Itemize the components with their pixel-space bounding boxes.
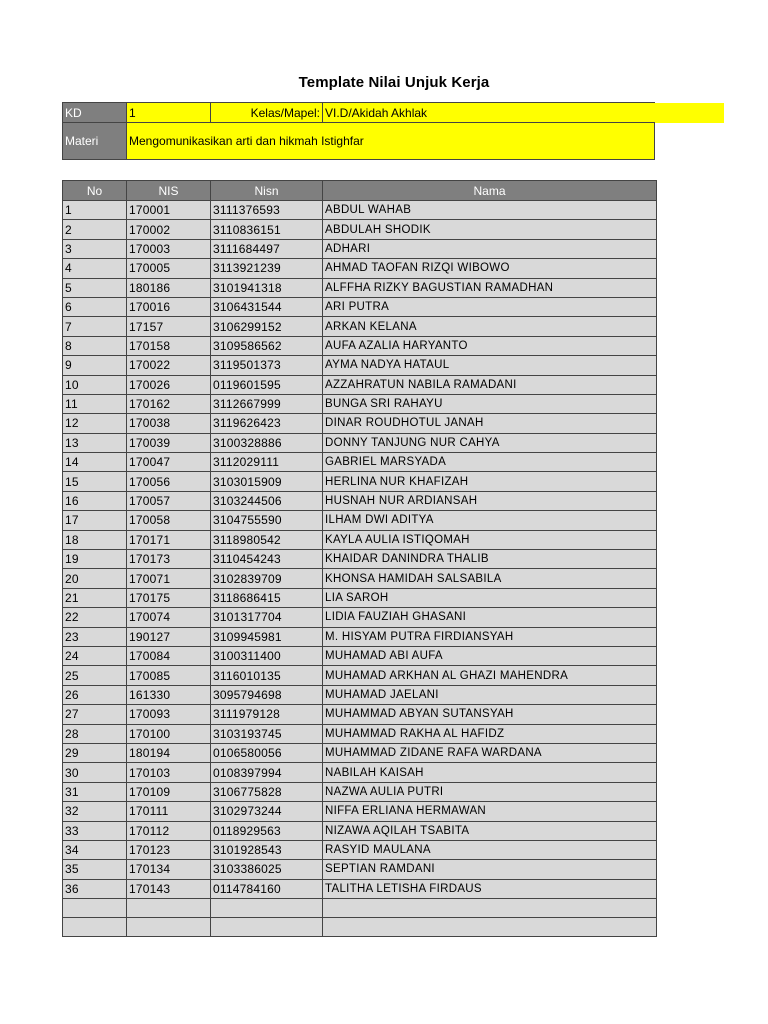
- highlight-extension: [655, 103, 725, 123]
- cell-nisn[interactable]: 3103193745: [211, 724, 323, 743]
- empty-cell[interactable]: [323, 918, 657, 937]
- cell-nisn[interactable]: 3110836151: [211, 220, 323, 239]
- cell-nisn[interactable]: 3110454243: [211, 550, 323, 569]
- cell-no[interactable]: 30: [63, 763, 127, 782]
- cell-no[interactable]: 28: [63, 724, 127, 743]
- cell-nis[interactable]: 170111: [127, 802, 211, 821]
- cell-nisn[interactable]: 3104755590: [211, 511, 323, 530]
- cell-nis[interactable]: 170016: [127, 297, 211, 316]
- materi-row: [63, 123, 725, 160]
- cell-no[interactable]: 11: [63, 394, 127, 413]
- page-title: Template Nilai Unjuk Kerja: [298, 74, 490, 91]
- cell-nisn[interactable]: 3113921239: [211, 259, 323, 278]
- cell-nama[interactable]: GABRIEL MARSYADA: [323, 453, 657, 472]
- cell-nama[interactable]: AHMAD TAOFAN RIZQI WIBOWO: [323, 259, 657, 278]
- cell-nis[interactable]: 170003: [127, 239, 211, 258]
- cell-nis[interactable]: 170100: [127, 724, 211, 743]
- table-row: [63, 491, 657, 510]
- cell-nisn[interactable]: 3111979128: [211, 705, 323, 724]
- cell-no[interactable]: 32: [63, 802, 127, 821]
- cell-nama[interactable]: NIZAWA AQILAH TSABITA: [323, 821, 657, 840]
- cell-no[interactable]: 3: [63, 239, 127, 258]
- cell-no[interactable]: 15: [63, 472, 127, 491]
- cell-nisn[interactable]: 3106431544: [211, 297, 323, 316]
- cell-no[interactable]: 5: [63, 278, 127, 297]
- cell-nisn[interactable]: 3111376593: [211, 201, 323, 220]
- table-row: [63, 453, 657, 472]
- table-row: [63, 220, 657, 239]
- cell-nis[interactable]: 180186: [127, 278, 211, 297]
- cell-nama[interactable]: NIFFA ERLIANA HERMAWAN: [323, 802, 657, 821]
- cell-nama[interactable]: ALFFHA RIZKY BAGUSTIAN RAMADHAN: [323, 278, 657, 297]
- kelas-label: Kelas/Mapel:: [211, 103, 323, 123]
- kd-label: KD: [63, 103, 127, 123]
- cell-nis[interactable]: 170084: [127, 646, 211, 665]
- cell-no[interactable]: 9: [63, 356, 127, 375]
- cell-nama[interactable]: ILHAM DWI ADITYA: [323, 511, 657, 530]
- cell-nis[interactable]: 170056: [127, 472, 211, 491]
- cell-no[interactable]: 12: [63, 414, 127, 433]
- cell-nis[interactable]: 170038: [127, 414, 211, 433]
- cell-nama[interactable]: DONNY TANJUNG NUR CAHYA: [323, 433, 657, 452]
- cell-no[interactable]: 13: [63, 433, 127, 452]
- cell-nis[interactable]: 170074: [127, 608, 211, 627]
- cell-no[interactable]: 23: [63, 627, 127, 646]
- student-table: [62, 180, 657, 937]
- table-row: [63, 239, 657, 258]
- cell-nis[interactable]: 170093: [127, 705, 211, 724]
- cell-nisn[interactable]: 3106775828: [211, 782, 323, 801]
- cell-no[interactable]: 7: [63, 317, 127, 336]
- materi-label: Materi: [63, 123, 127, 160]
- cell-nama[interactable]: NABILAH KAISAH: [323, 763, 657, 782]
- cell-nisn[interactable]: 3119501373: [211, 356, 323, 375]
- table-row: [63, 763, 657, 782]
- cell-nama[interactable]: LIA SAROH: [323, 588, 657, 607]
- cell-nama[interactable]: DINAR ROUDHOTUL JANAH: [323, 414, 657, 433]
- table-row: [63, 414, 657, 433]
- cell-nisn[interactable]: 3112667999: [211, 394, 323, 413]
- cell-nama[interactable]: ADHARI: [323, 239, 657, 258]
- table-row: [63, 530, 657, 549]
- cell-nama[interactable]: KHAIDAR DANINDRA THALIB: [323, 550, 657, 569]
- cell-nis[interactable]: 170057: [127, 491, 211, 510]
- cell-nisn[interactable]: 3101928543: [211, 840, 323, 859]
- table-row: [63, 802, 657, 821]
- cell-no[interactable]: 4: [63, 259, 127, 278]
- cell-no[interactable]: 17: [63, 511, 127, 530]
- cell-nama[interactable]: KHONSA HAMIDAH SALSABILA: [323, 569, 657, 588]
- cell-nama[interactable]: HERLINA NUR KHAFIZAH: [323, 472, 657, 491]
- cell-nama[interactable]: MUHAMMAD ABYAN SUTANSYAH: [323, 705, 657, 724]
- cell-nisn[interactable]: 3106299152: [211, 317, 323, 336]
- cell-no[interactable]: 26: [63, 685, 127, 704]
- table-row: [63, 375, 657, 394]
- cell-nis[interactable]: 170112: [127, 821, 211, 840]
- cell-nama[interactable]: ABDULAH SHODIK: [323, 220, 657, 239]
- cell-nis[interactable]: 170109: [127, 782, 211, 801]
- col-header-nama: Nama: [323, 181, 657, 201]
- kd-row: [63, 103, 725, 123]
- kelas-value[interactable]: VI.D/Akidah Akhlak: [323, 103, 655, 123]
- table-row: [63, 782, 657, 801]
- cell-nis[interactable]: 170002: [127, 220, 211, 239]
- cell-no[interactable]: 33: [63, 821, 127, 840]
- blank-row: [63, 918, 657, 937]
- header-row: [63, 181, 657, 201]
- table-row: [63, 879, 657, 898]
- cell-nama[interactable]: SEPTIAN RAMDANI: [323, 860, 657, 879]
- cell-nis[interactable]: 161330: [127, 685, 211, 704]
- cell-no[interactable]: 18: [63, 530, 127, 549]
- table-row: [63, 259, 657, 278]
- cell-nama[interactable]: MUHAMAD JAELANI: [323, 685, 657, 704]
- table-row: [63, 472, 657, 491]
- cell-no[interactable]: 1: [63, 201, 127, 220]
- cell-no[interactable]: 25: [63, 666, 127, 685]
- cell-nis[interactable]: 170173: [127, 550, 211, 569]
- table-row: [63, 336, 657, 355]
- empty-cell[interactable]: [127, 918, 211, 937]
- cell-nama[interactable]: ARKAN KELANA: [323, 317, 657, 336]
- cell-no[interactable]: 24: [63, 646, 127, 665]
- cell-nama[interactable]: KAYLA AULIA ISTIQOMAH: [323, 530, 657, 549]
- cell-nama[interactable]: AUFA AZALIA HARYANTO: [323, 336, 657, 355]
- cell-nama[interactable]: AYMA NADYA HATAUL: [323, 356, 657, 375]
- cell-nis[interactable]: 170143: [127, 879, 211, 898]
- table-row: [63, 724, 657, 743]
- cell-nisn[interactable]: 3101317704: [211, 608, 323, 627]
- cell-nisn[interactable]: 3095794698: [211, 685, 323, 704]
- cell-nama[interactable]: AZZAHRATUN NABILA RAMADANI: [323, 375, 657, 394]
- empty-cell[interactable]: [211, 918, 323, 937]
- cell-nisn[interactable]: 3103244506: [211, 491, 323, 510]
- cell-nis[interactable]: 190127: [127, 627, 211, 646]
- table-row: [63, 608, 657, 627]
- col-header-nis: NIS: [127, 181, 211, 201]
- table-row: [63, 705, 657, 724]
- table-row: [63, 743, 657, 762]
- empty-cell[interactable]: [63, 918, 127, 937]
- cell-nis[interactable]: 170134: [127, 860, 211, 879]
- info-block: [62, 102, 725, 160]
- cell-nis[interactable]: 170039: [127, 433, 211, 452]
- cell-nis[interactable]: 170026: [127, 375, 211, 394]
- cell-no[interactable]: 27: [63, 705, 127, 724]
- cell-no[interactable]: 36: [63, 879, 127, 898]
- cell-nisn[interactable]: 0108397994: [211, 763, 323, 782]
- cell-nama[interactable]: HUSNAH NUR ARDIANSAH: [323, 491, 657, 510]
- table-row: [63, 550, 657, 569]
- cell-nis[interactable]: 170005: [127, 259, 211, 278]
- cell-nis[interactable]: 170085: [127, 666, 211, 685]
- cell-nisn[interactable]: 3116010135: [211, 666, 323, 685]
- cell-no[interactable]: 20: [63, 569, 127, 588]
- cell-nisn[interactable]: 3111684497: [211, 239, 323, 258]
- cell-nisn[interactable]: 3103386025: [211, 860, 323, 879]
- cell-nis[interactable]: 170158: [127, 336, 211, 355]
- table-row: [63, 646, 657, 665]
- cell-no[interactable]: 29: [63, 743, 127, 762]
- cell-nis[interactable]: 170001: [127, 201, 211, 220]
- cell-nisn[interactable]: 3100311400: [211, 646, 323, 665]
- cell-nis[interactable]: 180194: [127, 743, 211, 762]
- cell-nama[interactable]: ABDUL WAHAB: [323, 201, 657, 220]
- cell-no[interactable]: 22: [63, 608, 127, 627]
- cell-no[interactable]: 21: [63, 588, 127, 607]
- cell-nisn[interactable]: 3102839709: [211, 569, 323, 588]
- cell-nisn[interactable]: 3109945981: [211, 627, 323, 646]
- table-row: [63, 588, 657, 607]
- cell-nama[interactable]: LIDIA FAUZIAH GHASANI: [323, 608, 657, 627]
- cell-no[interactable]: 19: [63, 550, 127, 569]
- cell-nisn[interactable]: 3101941318: [211, 278, 323, 297]
- cell-nama[interactable]: MUHAMAD ABI AUFA: [323, 646, 657, 665]
- cell-no[interactable]: 2: [63, 220, 127, 239]
- cell-nisn[interactable]: 3118980542: [211, 530, 323, 549]
- blank-row: [63, 899, 657, 918]
- empty-cell[interactable]: [63, 899, 127, 918]
- cell-nisn[interactable]: 0114784160: [211, 879, 323, 898]
- kd-value[interactable]: 1: [127, 103, 211, 123]
- cell-nama[interactable]: TALITHA LETISHA FIRDAUS: [323, 879, 657, 898]
- col-header-no: No: [63, 181, 127, 201]
- cell-nisn[interactable]: 0119601595: [211, 375, 323, 394]
- cell-no[interactable]: 35: [63, 860, 127, 879]
- cell-nisn[interactable]: 0118929563: [211, 821, 323, 840]
- cell-no[interactable]: 34: [63, 840, 127, 859]
- col-header-nisn: Nisn: [211, 181, 323, 201]
- table-row: [63, 627, 657, 646]
- cell-nis[interactable]: 170047: [127, 453, 211, 472]
- table-row: [63, 860, 657, 879]
- cell-nis[interactable]: 170171: [127, 530, 211, 549]
- cell-nama[interactable]: MUHAMAD ARKHAN AL GHAZI MAHENDRA: [323, 666, 657, 685]
- empty-cell[interactable]: [127, 899, 211, 918]
- table-row: [63, 201, 657, 220]
- cell-no[interactable]: 10: [63, 375, 127, 394]
- cell-nisn[interactable]: 3102973244: [211, 802, 323, 821]
- table-row: [63, 511, 657, 530]
- table-row: [63, 394, 657, 413]
- table-row: [63, 433, 657, 452]
- cell-no[interactable]: 14: [63, 453, 127, 472]
- cell-nisn[interactable]: 3112029111: [211, 453, 323, 472]
- cell-nama[interactable]: M. HISYAM PUTRA FIRDIANSYAH: [323, 627, 657, 646]
- cell-nis[interactable]: 170022: [127, 356, 211, 375]
- cell-no[interactable]: 6: [63, 297, 127, 316]
- cell-nis[interactable]: 170175: [127, 588, 211, 607]
- cell-nis[interactable]: 170162: [127, 394, 211, 413]
- table-row: [63, 297, 657, 316]
- cell-nisn[interactable]: 3118686415: [211, 588, 323, 607]
- table-row: [63, 840, 657, 859]
- cell-nama[interactable]: ARI PUTRA: [323, 297, 657, 316]
- cell-nis[interactable]: 170071: [127, 569, 211, 588]
- empty-cell[interactable]: [211, 899, 323, 918]
- table-row: [63, 356, 657, 375]
- table-row: [63, 278, 657, 297]
- table-row: [63, 666, 657, 685]
- cell-nisn[interactable]: 0106580056: [211, 743, 323, 762]
- cell-nama[interactable]: RASYID MAULANA: [323, 840, 657, 859]
- cell-nisn[interactable]: 3100328886: [211, 433, 323, 452]
- cell-nisn[interactable]: 3119626423: [211, 414, 323, 433]
- cell-nisn[interactable]: 3109586562: [211, 336, 323, 355]
- cell-nama[interactable]: BUNGA SRI RAHAYU: [323, 394, 657, 413]
- cell-nama[interactable]: NAZWA AULIA PUTRI: [323, 782, 657, 801]
- cell-nis[interactable]: 170103: [127, 763, 211, 782]
- cell-nis[interactable]: 17157: [127, 317, 211, 336]
- cell-no[interactable]: 8: [63, 336, 127, 355]
- table-row: [63, 569, 657, 588]
- cell-no[interactable]: 31: [63, 782, 127, 801]
- table-row: [63, 317, 657, 336]
- table-row: [63, 685, 657, 704]
- cell-nis[interactable]: 170058: [127, 511, 211, 530]
- cell-nisn[interactable]: 3103015909: [211, 472, 323, 491]
- empty-cell[interactable]: [323, 899, 657, 918]
- cell-nama[interactable]: MUHAMMAD ZIDANE RAFA WARDANA: [323, 743, 657, 762]
- cell-nis[interactable]: 170123: [127, 840, 211, 859]
- table-row: [63, 821, 657, 840]
- cell-no[interactable]: 16: [63, 491, 127, 510]
- cell-nama[interactable]: MUHAMMAD RAKHA AL HAFIDZ: [323, 724, 657, 743]
- materi-value[interactable]: Mengomunikasikan arti dan hikmah Istighfar: [127, 123, 655, 160]
